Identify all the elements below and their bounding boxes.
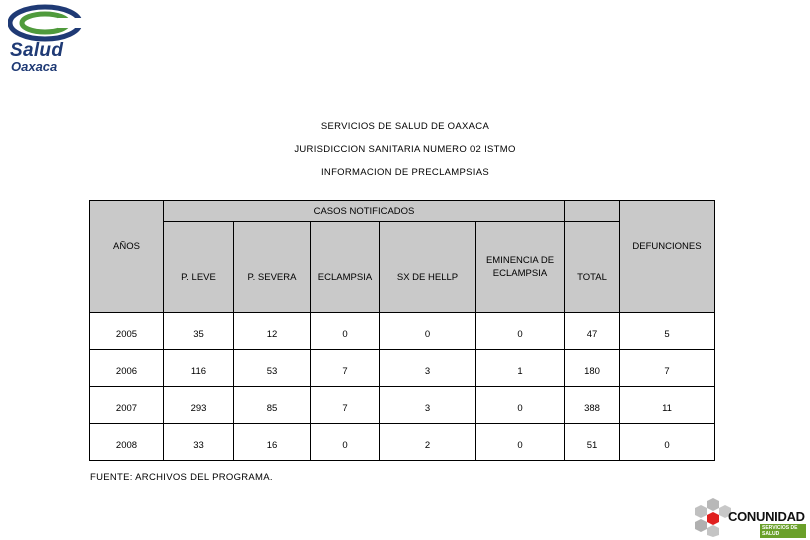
total-cell: 47 (565, 313, 620, 350)
value-cell: 53 (234, 350, 311, 387)
value-cell: 116 (164, 350, 234, 387)
deaths-cell: 7 (620, 350, 715, 387)
column-header: TOTAL (565, 222, 620, 313)
logo-line-1: Salud (10, 40, 64, 61)
salud-oaxaca-emblem-icon (8, 4, 82, 42)
table-header-row-1 (90, 201, 715, 222)
value-cell: 0 (311, 424, 380, 461)
heading-institution: SERVICIOS DE SALUD DE OAXACA (320, 121, 490, 132)
value-cell: 2 (380, 424, 476, 461)
group-header: CASOS NOTIFICADOS (164, 201, 565, 222)
column-header: P. LEVE (164, 222, 234, 313)
value-cell: 12 (234, 313, 311, 350)
years-header: AÑOS (90, 201, 164, 313)
source-note: FUENTE: ARCHIVOS DEL PROGRAMA. (90, 472, 273, 483)
value-cell: 85 (234, 387, 311, 424)
total-cell: 180 (565, 350, 620, 387)
deaths-header: DEFUNCIONES (620, 201, 715, 313)
value-cell: 0 (311, 313, 380, 350)
table-row (90, 424, 715, 461)
value-cell: 0 (476, 313, 565, 350)
total-cell: 51 (565, 424, 620, 461)
value-cell: 0 (380, 313, 476, 350)
value-cell: 3 (380, 387, 476, 424)
conunidad-wordmark: CONUNIDAD (728, 509, 805, 524)
value-cell: 35 (164, 313, 234, 350)
year-cell: 2006 (90, 350, 164, 387)
value-cell: 0 (476, 424, 565, 461)
deaths-cell: 11 (620, 387, 715, 424)
heading-jurisdiction: JURISDICCION SANITARIA NUMERO 02 ISTMO (294, 144, 516, 155)
value-cell: 33 (164, 424, 234, 461)
blank-header (565, 201, 620, 222)
year-cell: 2007 (90, 387, 164, 424)
table-row (90, 350, 715, 387)
table-row (90, 313, 715, 350)
deaths-cell: 0 (620, 424, 715, 461)
value-cell: 293 (164, 387, 234, 424)
column-header: P. SEVERA (234, 222, 311, 313)
value-cell: 3 (380, 350, 476, 387)
column-header: SX DE HELLP (380, 222, 476, 313)
cases-table (89, 200, 715, 461)
logo-line-2: Oaxaca (11, 59, 58, 74)
value-cell: 16 (234, 424, 311, 461)
conunidad-tagline: SERVICIOS DE SALUD (760, 524, 806, 538)
value-cell: 1 (476, 350, 565, 387)
value-cell: 7 (311, 350, 380, 387)
column-header: EMINENCIA DE ECLAMPSIA (476, 222, 565, 313)
deaths-cell: 5 (620, 313, 715, 350)
salud-oaxaca-logo (4, 2, 84, 74)
heading-report: INFORMACION DE PRECLAMPSIAS (320, 167, 490, 178)
total-cell: 388 (565, 387, 620, 424)
year-cell: 2008 (90, 424, 164, 461)
value-cell: 7 (311, 387, 380, 424)
conunidad-logo (694, 497, 806, 537)
table-row (90, 387, 715, 424)
column-header: ECLAMPSIA (311, 222, 380, 313)
value-cell: 0 (476, 387, 565, 424)
year-cell: 2005 (90, 313, 164, 350)
